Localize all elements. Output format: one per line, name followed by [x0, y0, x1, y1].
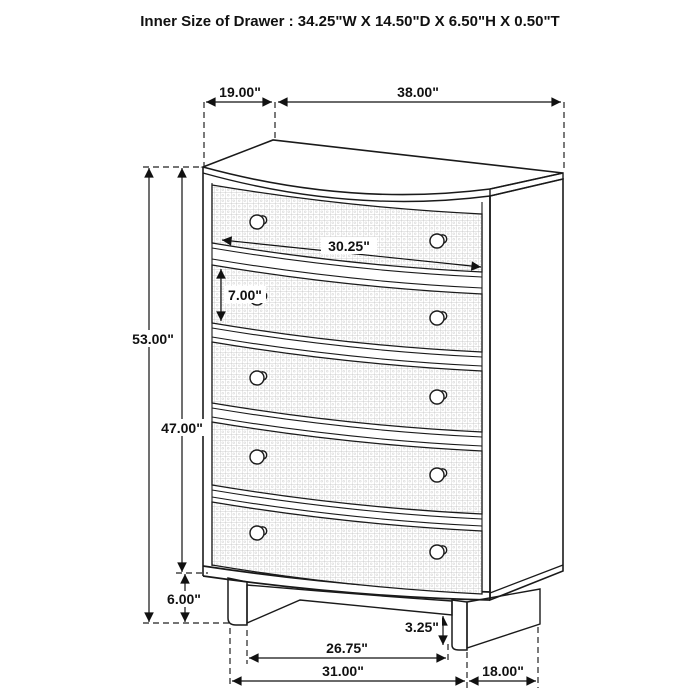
knob-icon [250, 371, 264, 385]
knob-icon [250, 526, 264, 540]
dim-top-depth [206, 84, 272, 102]
dim-label: 26.75" [326, 640, 368, 656]
knob-icon [430, 311, 444, 325]
knob-icon [430, 468, 444, 482]
dim-leg-span [249, 640, 446, 658]
dim-label: 47.00" [161, 420, 203, 436]
cabinet-right-bottom-band [490, 565, 563, 593]
front-right-leg [452, 600, 467, 650]
dim-label: 53.00" [132, 331, 174, 347]
dim-label: 18.00" [482, 663, 524, 679]
base-assembly [228, 578, 540, 650]
knob-icon [430, 545, 444, 559]
cabinet-right-panel [490, 179, 563, 600]
dim-leg-height [402, 616, 443, 645]
drawer-1-face [212, 185, 482, 272]
cabinet-top-right-edge [490, 173, 563, 196]
knob-icon [430, 234, 444, 248]
dim-label: 19.00" [219, 84, 261, 100]
dim-label: 7.00" [228, 287, 262, 303]
right-side-apron [467, 589, 540, 648]
dim-overall-height [126, 168, 180, 622]
knob-icon [430, 390, 444, 404]
dim-body-height [155, 168, 209, 572]
page-title: Inner Size of Drawer : 34.25"W X 14.50"D X 6.50"H X 0.50"T [140, 13, 560, 30]
dim-label: 31.00" [322, 663, 364, 679]
dim-label: 30.25" [328, 238, 370, 254]
dim-label: 6.00" [167, 591, 201, 607]
dim-base-depth [469, 663, 536, 681]
front-left-leg [228, 578, 247, 625]
cabinet-drawing [203, 140, 563, 650]
dim-base-width [232, 663, 465, 681]
dim-top-width [278, 84, 561, 102]
dim-label: 38.00" [397, 84, 439, 100]
knob-icon [250, 450, 264, 464]
knob-icon [250, 215, 264, 229]
dim-base-height [161, 574, 207, 622]
dim-label: 3.25" [405, 619, 439, 635]
